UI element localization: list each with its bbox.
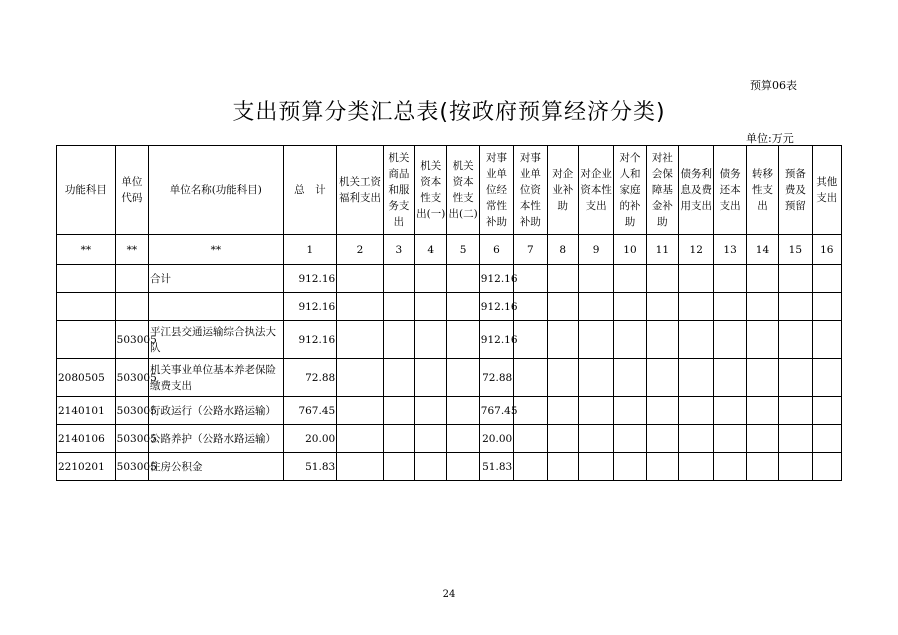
cell-wage bbox=[337, 453, 384, 481]
cell-empty bbox=[812, 359, 841, 397]
cell-empty bbox=[679, 397, 714, 425]
table-row bbox=[57, 453, 842, 481]
column-header: 单位名称(功能科目) bbox=[149, 146, 284, 235]
column-index-cell: 11 bbox=[646, 235, 678, 265]
cell-func bbox=[57, 293, 116, 321]
cell-empty bbox=[812, 265, 841, 293]
cell-empty bbox=[646, 397, 678, 425]
cell-empty bbox=[514, 321, 547, 359]
cell-empty bbox=[714, 453, 746, 481]
cell-empty bbox=[514, 425, 547, 453]
cell-total: 767.45 bbox=[283, 397, 337, 425]
cell-code bbox=[115, 293, 148, 321]
cell-empty bbox=[679, 293, 714, 321]
cell-func bbox=[57, 321, 116, 359]
cell-empty bbox=[547, 265, 578, 293]
cell-empty bbox=[578, 425, 613, 453]
column-index-cell: ** bbox=[149, 235, 284, 265]
cell-wage bbox=[337, 265, 384, 293]
cell-goods bbox=[383, 265, 414, 293]
column-header: 机关商品和服务支出 bbox=[383, 146, 414, 235]
cell-code: 503005 bbox=[115, 425, 148, 453]
table-row bbox=[57, 397, 842, 425]
cell-name: 合计 bbox=[149, 265, 284, 293]
cell-cap1 bbox=[415, 397, 447, 425]
cell-wage bbox=[337, 359, 384, 397]
cell-empty bbox=[679, 321, 714, 359]
cell-empty bbox=[779, 359, 812, 397]
cell-subsidy: 912.16 bbox=[479, 265, 513, 293]
cell-empty bbox=[714, 425, 746, 453]
cell-empty bbox=[779, 265, 812, 293]
column-index-cell: 10 bbox=[614, 235, 646, 265]
cell-empty bbox=[547, 293, 578, 321]
cell-empty bbox=[812, 425, 841, 453]
column-index-cell: 3 bbox=[383, 235, 414, 265]
cell-empty bbox=[779, 425, 812, 453]
cell-goods bbox=[383, 359, 414, 397]
column-index-cell: ** bbox=[57, 235, 116, 265]
cell-empty bbox=[746, 321, 778, 359]
cell-cap2 bbox=[447, 321, 479, 359]
cell-total: 912.16 bbox=[283, 293, 337, 321]
cell-empty bbox=[514, 397, 547, 425]
cell-subsidy: 20.00 bbox=[479, 425, 513, 453]
cell-goods bbox=[383, 293, 414, 321]
column-header: 对企业资本性支出 bbox=[578, 146, 613, 235]
column-index-cell: 15 bbox=[779, 235, 812, 265]
column-index-cell: 4 bbox=[415, 235, 447, 265]
cell-empty bbox=[779, 321, 812, 359]
cell-cap2 bbox=[447, 425, 479, 453]
cell-empty bbox=[779, 397, 812, 425]
cell-empty bbox=[646, 265, 678, 293]
cell-empty bbox=[578, 293, 613, 321]
column-header: 功能科目 bbox=[57, 146, 116, 235]
column-header: 机关工资福利支出 bbox=[337, 146, 384, 235]
cell-cap1 bbox=[415, 453, 447, 481]
cell-empty bbox=[514, 359, 547, 397]
cell-subsidy: 72.88 bbox=[479, 359, 513, 397]
cell-empty bbox=[714, 397, 746, 425]
cell-empty bbox=[614, 397, 646, 425]
cell-empty bbox=[812, 397, 841, 425]
cell-subsidy: 767.45 bbox=[479, 397, 513, 425]
cell-wage bbox=[337, 425, 384, 453]
column-header: 预备费及预留 bbox=[779, 146, 812, 235]
column-header: 转移性支出 bbox=[746, 146, 778, 235]
cell-name: 平江县交通运输综合执法大队 bbox=[149, 321, 284, 359]
cell-empty bbox=[679, 359, 714, 397]
cell-empty bbox=[646, 425, 678, 453]
cell-total: 912.16 bbox=[283, 321, 337, 359]
cell-subsidy: 912.16 bbox=[479, 293, 513, 321]
form-code: 预算06表 bbox=[750, 79, 797, 92]
column-header: 单位代码 bbox=[115, 146, 148, 235]
cell-empty bbox=[646, 321, 678, 359]
cell-empty bbox=[812, 321, 841, 359]
cell-cap1 bbox=[415, 425, 447, 453]
column-index-cell: 16 bbox=[812, 235, 841, 265]
cell-code: 503005 bbox=[115, 397, 148, 425]
cell-empty bbox=[547, 359, 578, 397]
cell-goods bbox=[383, 453, 414, 481]
cell-empty bbox=[614, 453, 646, 481]
cell-empty bbox=[714, 321, 746, 359]
cell-empty bbox=[746, 397, 778, 425]
column-header: 对社会保障基金补助 bbox=[646, 146, 678, 235]
table-row bbox=[57, 359, 842, 397]
cell-goods bbox=[383, 397, 414, 425]
cell-empty bbox=[614, 265, 646, 293]
column-index-row bbox=[57, 235, 842, 265]
column-header: 总 计 bbox=[283, 146, 337, 235]
cell-empty bbox=[679, 265, 714, 293]
cell-empty bbox=[614, 321, 646, 359]
cell-func: 2080505 bbox=[57, 359, 116, 397]
cell-name bbox=[149, 293, 284, 321]
cell-empty bbox=[614, 359, 646, 397]
column-header: 对事业单位资本性补助 bbox=[514, 146, 547, 235]
cell-cap1 bbox=[415, 321, 447, 359]
table-row bbox=[57, 293, 842, 321]
cell-empty bbox=[779, 293, 812, 321]
column-index-cell: 13 bbox=[714, 235, 746, 265]
cell-empty bbox=[646, 453, 678, 481]
cell-func: 2210201 bbox=[57, 453, 116, 481]
cell-name: 住房公积金 bbox=[149, 453, 284, 481]
cell-empty bbox=[812, 293, 841, 321]
column-index-cell: 1 bbox=[283, 235, 337, 265]
column-index-cell: 5 bbox=[447, 235, 479, 265]
cell-empty bbox=[514, 453, 547, 481]
cell-total: 912.16 bbox=[283, 265, 337, 293]
cell-subsidy: 51.83 bbox=[479, 453, 513, 481]
cell-empty bbox=[514, 293, 547, 321]
cell-wage bbox=[337, 321, 384, 359]
cell-cap2 bbox=[447, 453, 479, 481]
cell-empty bbox=[746, 425, 778, 453]
cell-code bbox=[115, 265, 148, 293]
cell-wage bbox=[337, 293, 384, 321]
cell-empty bbox=[578, 397, 613, 425]
cell-empty bbox=[646, 293, 678, 321]
column-header: 对企业补助 bbox=[547, 146, 578, 235]
unit-label: 单位:万元 bbox=[746, 132, 794, 145]
cell-empty bbox=[547, 321, 578, 359]
cell-func: 2140101 bbox=[57, 397, 116, 425]
column-index-cell: 8 bbox=[547, 235, 578, 265]
cell-cap2 bbox=[447, 265, 479, 293]
table-row bbox=[57, 321, 842, 359]
cell-empty bbox=[812, 453, 841, 481]
cell-empty bbox=[578, 265, 613, 293]
column-index-cell: 14 bbox=[746, 235, 778, 265]
cell-goods bbox=[383, 321, 414, 359]
column-header: 其他支出 bbox=[812, 146, 841, 235]
column-header: 对个人和家庭的补助 bbox=[614, 146, 646, 235]
cell-name: 行政运行（公路水路运输） bbox=[149, 397, 284, 425]
cell-empty bbox=[547, 397, 578, 425]
cell-subsidy: 912.16 bbox=[479, 321, 513, 359]
cell-empty bbox=[714, 265, 746, 293]
table-header-row bbox=[57, 146, 842, 235]
cell-empty bbox=[578, 453, 613, 481]
column-header: 债务利息及费用支出 bbox=[679, 146, 714, 235]
page-title: 支出预算分类汇总表(按政府预算经济分类) bbox=[232, 100, 666, 125]
cell-empty bbox=[578, 321, 613, 359]
cell-cap1 bbox=[415, 293, 447, 321]
cell-total: 20.00 bbox=[283, 425, 337, 453]
cell-goods bbox=[383, 425, 414, 453]
column-header: 债务还本支出 bbox=[714, 146, 746, 235]
cell-empty bbox=[746, 293, 778, 321]
cell-empty bbox=[614, 425, 646, 453]
cell-empty bbox=[514, 265, 547, 293]
cell-name: 机关事业单位基本养老保险缴费支出 bbox=[149, 359, 284, 397]
cell-empty bbox=[746, 359, 778, 397]
column-index-cell: 2 bbox=[337, 235, 384, 265]
cell-func: 2140106 bbox=[57, 425, 116, 453]
table-row bbox=[57, 265, 842, 293]
column-index-cell: 9 bbox=[578, 235, 613, 265]
cell-empty bbox=[714, 359, 746, 397]
cell-wage bbox=[337, 397, 384, 425]
cell-total: 51.83 bbox=[283, 453, 337, 481]
column-index-cell: 6 bbox=[479, 235, 513, 265]
cell-empty bbox=[578, 359, 613, 397]
budget-table bbox=[56, 145, 842, 481]
cell-empty bbox=[746, 453, 778, 481]
column-header: 机关资本性支出(二) bbox=[447, 146, 479, 235]
cell-total: 72.88 bbox=[283, 359, 337, 397]
cell-empty bbox=[746, 265, 778, 293]
column-header: 对事业单位经常性补助 bbox=[479, 146, 513, 235]
cell-empty bbox=[779, 453, 812, 481]
cell-empty bbox=[714, 293, 746, 321]
cell-empty bbox=[679, 453, 714, 481]
cell-empty bbox=[646, 359, 678, 397]
cell-cap2 bbox=[447, 359, 479, 397]
cell-code: 503005 bbox=[115, 359, 148, 397]
cell-cap1 bbox=[415, 359, 447, 397]
cell-cap2 bbox=[447, 397, 479, 425]
cell-cap2 bbox=[447, 293, 479, 321]
column-index-cell: ** bbox=[115, 235, 148, 265]
cell-name: 公路养护（公路水路运输） bbox=[149, 425, 284, 453]
cell-code: 503005 bbox=[115, 321, 148, 359]
cell-cap1 bbox=[415, 265, 447, 293]
cell-empty bbox=[547, 453, 578, 481]
cell-empty bbox=[614, 293, 646, 321]
cell-empty bbox=[547, 425, 578, 453]
table-row bbox=[57, 425, 842, 453]
column-header: 机关资本性支出(一) bbox=[415, 146, 447, 235]
page-number: 24 bbox=[442, 589, 456, 600]
column-index-cell: 12 bbox=[679, 235, 714, 265]
column-index-cell: 7 bbox=[514, 235, 547, 265]
cell-func bbox=[57, 265, 116, 293]
cell-code: 503005 bbox=[115, 453, 148, 481]
cell-empty bbox=[679, 425, 714, 453]
